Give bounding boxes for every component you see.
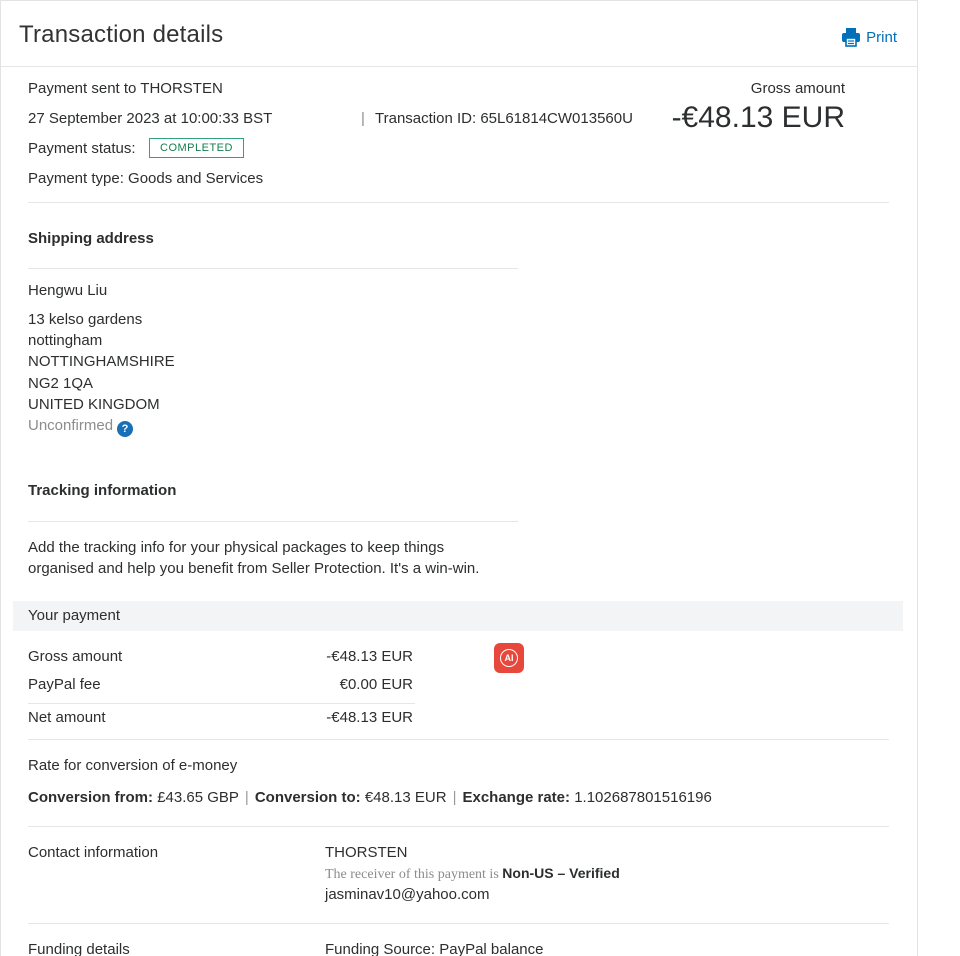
- paypal-fee-label: PayPal fee: [28, 676, 101, 693]
- gross-amount-row-label: Gross amount: [28, 648, 123, 665]
- print-button[interactable]: [841, 27, 897, 47]
- funding-source: Funding Source: PayPal balance: [325, 941, 544, 956]
- id-separator: |: [361, 110, 365, 127]
- unconfirmed-label: Unconfirmed: [28, 417, 114, 434]
- address-confirmation: [28, 417, 133, 437]
- shipping-heading: Shipping address: [28, 230, 154, 247]
- payment-status-label: Payment status:: [28, 140, 136, 157]
- print-label: Print: [866, 28, 897, 46]
- your-payment-heading: Your payment: [28, 607, 121, 624]
- shipping-name: Hengwu Liu: [28, 282, 108, 299]
- contact-name: THORSTEN: [325, 844, 408, 861]
- net-amount-label: Net amount: [28, 709, 106, 726]
- shipping-line-city: nottingham: [28, 332, 103, 349]
- divider: [28, 202, 889, 203]
- tracking-text-line1: Add the tracking info for your physical packages to keep things: [28, 539, 445, 556]
- gross-amount-label: Gross amount: [750, 80, 845, 97]
- shipping-line-postcode: NG2 1QA: [28, 375, 94, 392]
- tracking-text-line2: organised and help you benefit from Seller Protection. It's a win-win.: [28, 560, 480, 577]
- gross-amount-row-value: -€48.13 EUR: [326, 648, 413, 665]
- conversion-to-value: €48.13 EUR: [364, 789, 447, 806]
- divider: [28, 923, 889, 924]
- contact-info-label: Contact information: [28, 844, 159, 861]
- receiver-status: Non-US – Verified: [502, 865, 620, 881]
- conversion-from-label: Conversion from:: [28, 789, 154, 806]
- shipping-line-county: NOTTINGHAMSHIRE: [28, 353, 175, 370]
- exchange-rate-label: Exchange rate:: [462, 789, 571, 806]
- ai-assistant-button[interactable]: [494, 643, 524, 673]
- funding-details-label: Funding details: [28, 941, 130, 956]
- payment-type: Payment type: Goods and Services: [28, 170, 264, 187]
- divider: [28, 268, 518, 269]
- card-header: [1, 1, 917, 67]
- shipping-line-country: UNITED KINGDOM: [28, 396, 160, 413]
- transaction-datetime: 27 September 2023 at 10:00:33 BST: [28, 110, 273, 127]
- transaction-id: Transaction ID: 65L61814CW013560U: [375, 110, 633, 127]
- printer-icon: [841, 27, 861, 47]
- divider: [28, 521, 518, 522]
- shipping-line-street: 13 kelso gardens: [28, 311, 143, 328]
- conversion-from-value: £43.65 GBP: [157, 789, 239, 806]
- status-badge: [149, 138, 244, 158]
- divider: [28, 826, 889, 827]
- receiver-prefix: The receiver of this payment is: [325, 867, 499, 882]
- ai-icon: AI: [500, 649, 518, 667]
- tracking-heading: Tracking information: [28, 482, 177, 499]
- divider: [28, 739, 889, 740]
- conversion-separator: |: [244, 789, 249, 806]
- exchange-rate-value: 1.102687801516196: [574, 789, 712, 806]
- net-amount-value: -€48.13 EUR: [326, 709, 413, 726]
- paypal-fee-value: €0.00 EUR: [339, 676, 413, 693]
- gross-amount-value: -€48.13 EUR: [671, 101, 845, 134]
- contact-email: jasminav10@yahoo.com: [325, 886, 490, 903]
- receiver-status-line: [325, 865, 620, 883]
- divider: [28, 703, 415, 704]
- conversion-details: [28, 789, 712, 806]
- your-payment-section-header: [13, 601, 903, 631]
- help-icon[interactable]: ?: [117, 421, 133, 437]
- status-badge-text: COMPLETED: [149, 138, 244, 158]
- payment-sent-to: Payment sent to THORSTEN: [28, 80, 223, 97]
- page-title: Transaction details: [19, 21, 224, 48]
- conversion-separator: |: [452, 789, 457, 806]
- conversion-to-label: Conversion to:: [254, 789, 361, 806]
- conversion-heading: Rate for conversion of e-money: [28, 757, 238, 774]
